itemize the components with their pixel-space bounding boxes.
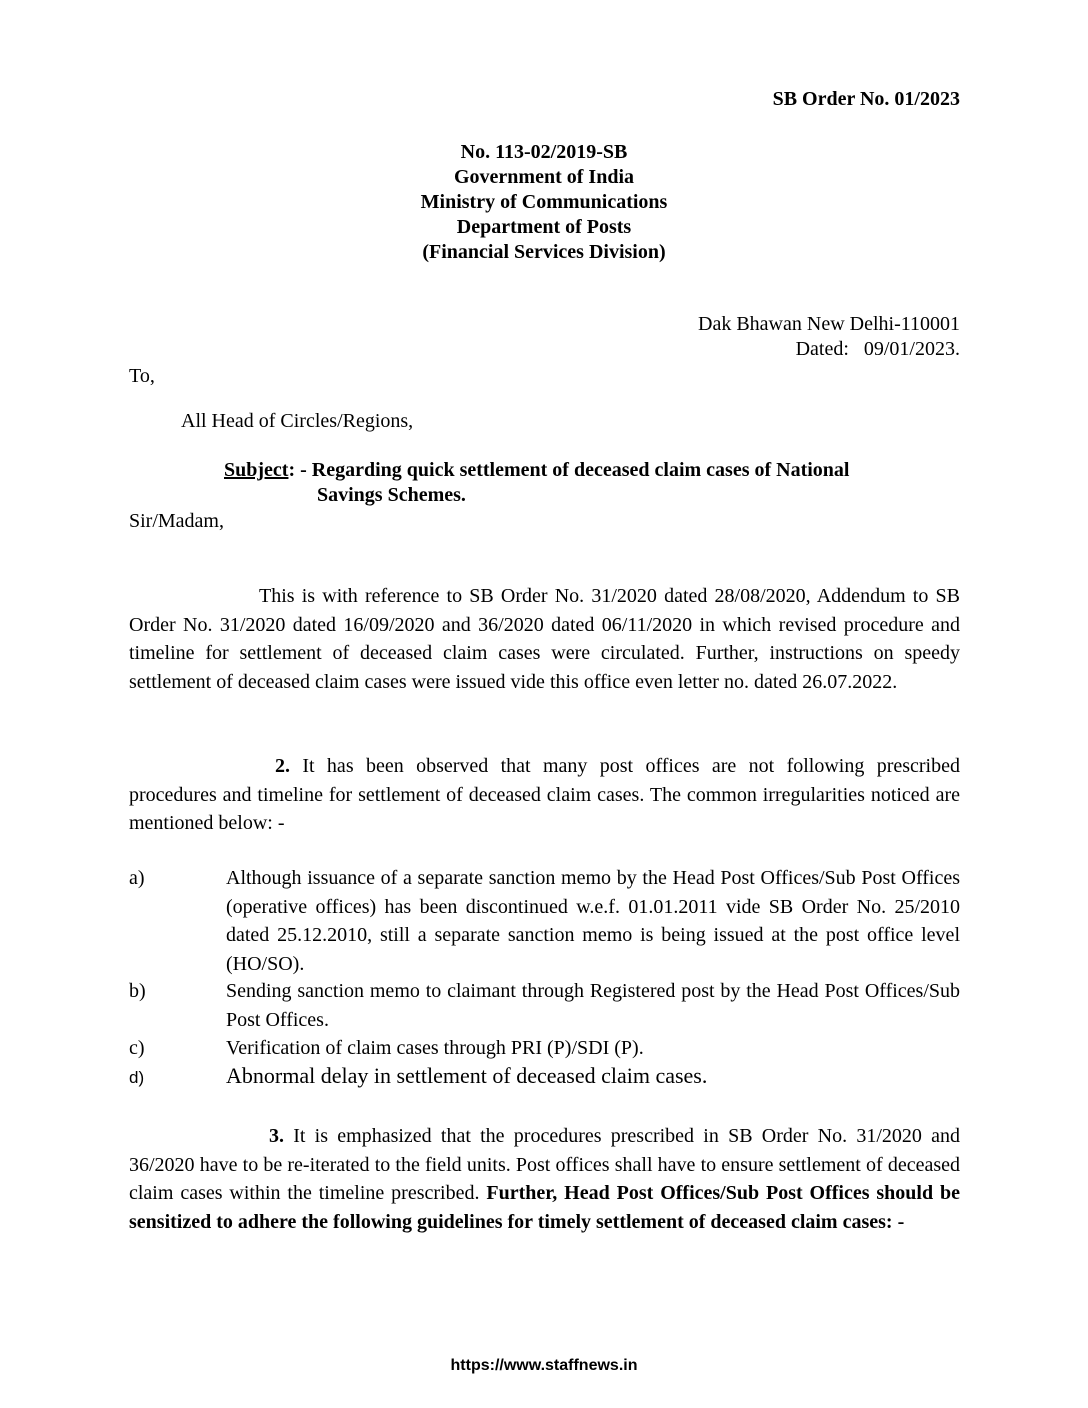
paragraph-2-text: It has been observed that many post offices are not following prescribed procedures and timeline for settlement of deceased claim cases. The common irregularities noticed are mentioned below: - xyxy=(129,755,960,834)
paragraph-2-number: 2. xyxy=(275,755,290,777)
paragraph-2 xyxy=(129,752,960,838)
list-item-text: Although issuance of a separate sanction memo by the Head Post Offices/Sub Post Offices (operative offices) has been discontinued w.e.f. 01.01.2011 vide SB Order No. 25/2010 dated 25.12.2010, still a separate sanction memo is being issued at the post office level (HO/SO). xyxy=(226,867,960,975)
list-marker: c) xyxy=(129,1037,145,1059)
department-name: Department of Posts xyxy=(456,216,632,238)
list-item-text: Abnormal delay in settlement of deceased claim cases. xyxy=(226,1063,708,1088)
list-item xyxy=(129,1034,960,1063)
to-line: To, xyxy=(129,365,155,387)
subject-text-2: Savings Schemes. xyxy=(317,484,466,506)
list-item-text: Verification of claim cases through PRI (P)/SDI (P). xyxy=(226,1037,644,1059)
paragraph-3 xyxy=(129,1122,960,1236)
letterhead xyxy=(0,140,1088,265)
recipient: All Head of Circles/Regions, xyxy=(181,410,414,432)
salutation: Sir/Madam, xyxy=(129,510,224,532)
list-item xyxy=(129,1062,960,1091)
date-line: Dated: 09/01/2023. xyxy=(795,338,960,360)
list-marker: b) xyxy=(129,980,146,1002)
file-number: No. 113-02/2019-SB xyxy=(460,141,628,163)
list-marker: a) xyxy=(129,867,145,889)
paragraph-3-emphasis: Further, Head Post Offices/Sub Post Offices should be sensitized to adhere the following guidelines for timely settlement of deceased claim cases: - xyxy=(129,1182,961,1233)
list-item xyxy=(129,977,960,1034)
subject-text-1: : - Regarding quick settlement of deceased claim cases of National xyxy=(288,459,850,481)
office-address: Dak Bhawan New Delhi-110001 xyxy=(698,313,960,335)
paragraph-3-text: It is emphasized that the procedures prescribed in SB Order No. 31/2020 and 36/2020 have to be re-iterated to the field units. Post offices shall have to ensure settlement of deceased claim cases within the timeline prescribed. xyxy=(129,1125,960,1204)
order-number: SB Order No. 01/2023 xyxy=(772,88,960,110)
list-item xyxy=(129,864,960,978)
paragraph-1 xyxy=(129,582,960,696)
government-name: Government of India xyxy=(454,166,634,188)
ministry-name: Ministry of Communications xyxy=(420,191,668,213)
division-name: (Financial Services Division) xyxy=(422,241,666,263)
list-item-text: Sending sanction memo to claimant through Registered post by the Head Post Offices/Sub Post Offices. xyxy=(226,980,960,1031)
list-marker: d) xyxy=(129,1068,145,1087)
footer-url[interactable]: https://www.staffnews.in xyxy=(450,1357,638,1374)
subject-label: Subject xyxy=(224,459,289,481)
address-block xyxy=(698,312,960,362)
paragraph-3-number: 3. xyxy=(269,1125,284,1147)
paragraph-1-text: This is with reference to SB Order No. 31/2020 dated 28/08/2020, Addendum to SB Order No. 31/2020 dated 16/09/2020 and 36/2020 dated 06/11/2020 in which revised procedure and timeline for settlement of deceased claim cases were circulated. Further, instructions on speedy settlement of deceased claim cases were issued vide this office even letter no. dated 26.07.2022. xyxy=(129,585,960,693)
subject-line xyxy=(224,458,924,508)
